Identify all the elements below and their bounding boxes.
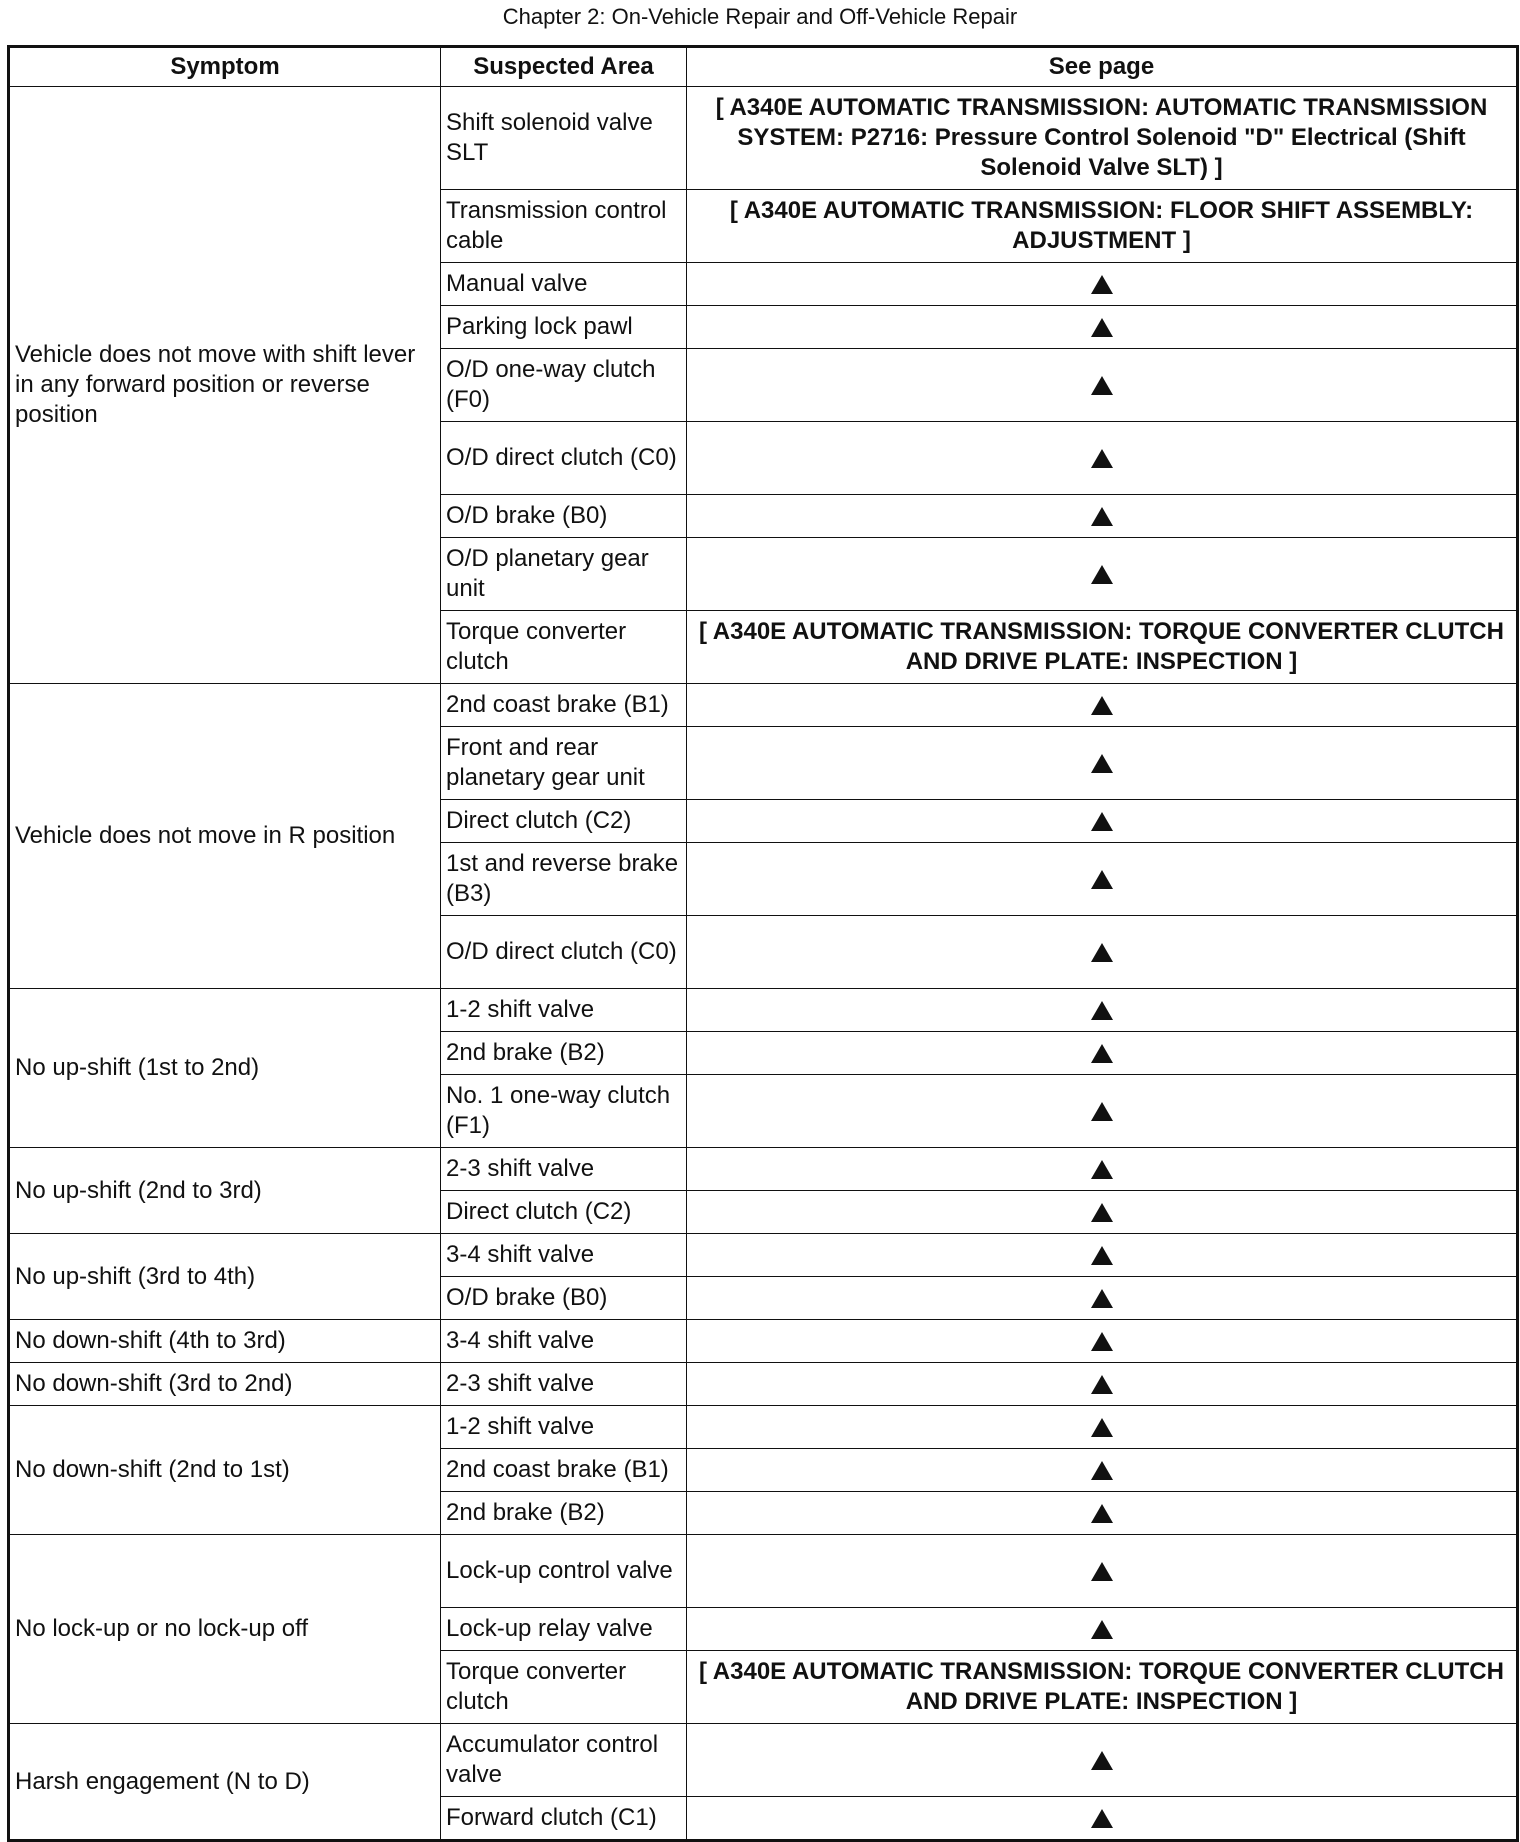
see-page-cell [687,1608,1518,1651]
see-page-cell [687,916,1518,989]
suspected-area-cell: O/D planetary gear unit [441,538,687,611]
see-page-cell [687,306,1518,349]
symptom-cell: No up-shift (2nd to 3rd) [9,1148,441,1234]
suspected-area-cell: Torque converter clutch [441,1651,687,1724]
suspected-area-cell: Lock-up relay valve [441,1608,687,1651]
symptom-cell: No down-shift (3rd to 2nd) [9,1363,441,1406]
table-row [9,1724,1518,1797]
triangle-icon [1091,1160,1113,1179]
see-page-cell [687,1320,1518,1363]
see-page-reference: [ A340E AUTOMATIC TRANSMISSION: FLOOR SHIFT ASSEMBLY: ADJUSTMENT ] [687,190,1518,263]
see-page-cell [687,1234,1518,1277]
triangle-icon [1091,1461,1113,1480]
triangle-icon [1091,812,1113,831]
suspected-area-cell: 2nd brake (B2) [441,1032,687,1075]
symptom-cell: Vehicle does not move with shift lever in any forward position or reverse position [9,87,441,684]
table-body [9,87,1518,1841]
suspected-area-cell: 3-4 shift valve [441,1320,687,1363]
see-page-cell [687,989,1518,1032]
column-header-suspected-area: Suspected Area [441,47,687,87]
triangle-icon [1091,1418,1113,1437]
suspected-area-cell: 1st and reverse brake (B3) [441,843,687,916]
suspected-area-cell: No. 1 one-way clutch (F1) [441,1075,687,1148]
suspected-area-cell: 3-4 shift valve [441,1234,687,1277]
see-page-cell [687,422,1518,495]
see-page-reference: [ A340E AUTOMATIC TRANSMISSION: AUTOMATIC TRANSMISSION SYSTEM: P2716: Pressure Control Solenoid "D" Electrical (Shift Solenoid Valve SLT) ] [687,87,1518,190]
table-row [9,1320,1518,1363]
column-header-symptom: Symptom [9,47,441,87]
triangle-icon [1091,1504,1113,1523]
triangle-icon [1091,1203,1113,1222]
symptom-cell: Vehicle does not move in R position [9,684,441,989]
symptom-table [7,45,1519,1842]
triangle-icon [1091,870,1113,889]
suspected-area-cell: 2-3 shift valve [441,1363,687,1406]
see-page-reference: [ A340E AUTOMATIC TRANSMISSION: TORQUE CONVERTER CLUTCH AND DRIVE PLATE: INSPECTION ] [687,611,1518,684]
table-row [9,1234,1518,1277]
see-page-cell [687,1535,1518,1608]
suspected-area-cell: 2-3 shift valve [441,1148,687,1191]
triangle-icon [1091,754,1113,773]
triangle-icon [1091,507,1113,526]
chapter-header: Chapter 2: On-Vehicle Repair and Off-Vehicle Repair [502,4,1018,29]
suspected-area-cell: O/D brake (B0) [441,495,687,538]
table-row [9,684,1518,727]
suspected-area-cell: 1-2 shift valve [441,1406,687,1449]
symptom-cell: No down-shift (4th to 3rd) [9,1320,441,1363]
suspected-area-cell: 2nd brake (B2) [441,1492,687,1535]
suspected-area-cell: 2nd coast brake (B1) [441,1449,687,1492]
triangle-icon [1091,1289,1113,1308]
triangle-icon [1091,275,1113,294]
triangle-icon [1091,1246,1113,1265]
see-page-cell [687,263,1518,306]
table-row [9,1148,1518,1191]
see-page-cell [687,495,1518,538]
see-page-reference: [ A340E AUTOMATIC TRANSMISSION: TORQUE CONVERTER CLUTCH AND DRIVE PLATE: INSPECTION ] [687,1651,1518,1724]
suspected-area-cell: Front and rear planetary gear unit [441,727,687,800]
triangle-icon [1091,565,1113,584]
suspected-area-cell: Transmission control cable [441,190,687,263]
see-page-cell [687,1148,1518,1191]
see-page-cell [687,1277,1518,1320]
see-page-cell [687,684,1518,727]
triangle-icon [1091,1809,1113,1828]
column-header-see-page: See page [687,47,1518,87]
table-row [9,1363,1518,1406]
triangle-icon [1091,376,1113,395]
table-header [9,47,1518,87]
triangle-icon [1091,1751,1113,1770]
symptom-cell: No up-shift (3rd to 4th) [9,1234,441,1320]
suspected-area-cell: 2nd coast brake (B1) [441,684,687,727]
triangle-icon [1091,1375,1113,1394]
see-page-cell [687,1075,1518,1148]
symptom-cell: No up-shift (1st to 2nd) [9,989,441,1148]
suspected-area-cell: Torque converter clutch [441,611,687,684]
suspected-area-cell: Direct clutch (C2) [441,1191,687,1234]
triangle-icon [1091,1001,1113,1020]
triangle-icon [1091,1102,1113,1121]
see-page-cell [687,1363,1518,1406]
triangle-icon [1091,943,1113,962]
see-page-cell [687,800,1518,843]
table-row [9,989,1518,1032]
triangle-icon [1091,449,1113,468]
header-row [9,47,1518,87]
suspected-area-cell: Lock-up control valve [441,1535,687,1608]
see-page-cell [687,349,1518,422]
see-page-cell [687,1449,1518,1492]
symptom-cell: No lock-up or no lock-up off [9,1535,441,1724]
suspected-area-cell: Accumulator control valve [441,1724,687,1797]
suspected-area-cell: Direct clutch (C2) [441,800,687,843]
triangle-icon [1091,696,1113,715]
suspected-area-cell: O/D direct clutch (C0) [441,422,687,495]
suspected-area-cell: Forward clutch (C1) [441,1797,687,1841]
suspected-area-cell: O/D direct clutch (C0) [441,916,687,989]
see-page-cell [687,843,1518,916]
triangle-icon [1091,1562,1113,1581]
symptom-cell: Harsh engagement (N to D) [9,1724,441,1841]
see-page-cell [687,1032,1518,1075]
suspected-area-cell: 1-2 shift valve [441,989,687,1032]
triangle-icon [1091,1620,1113,1639]
see-page-cell [687,1406,1518,1449]
see-page-cell [687,538,1518,611]
see-page-cell [687,1797,1518,1841]
table-row [9,87,1518,190]
triangle-icon [1091,1332,1113,1351]
see-page-cell [687,727,1518,800]
suspected-area-cell: O/D brake (B0) [441,1277,687,1320]
suspected-area-cell: Shift solenoid valve SLT [441,87,687,190]
table-row [9,1535,1518,1608]
see-page-cell [687,1191,1518,1234]
see-page-cell [687,1492,1518,1535]
triangle-icon [1091,1044,1113,1063]
table-row [9,1406,1518,1449]
see-page-cell [687,1724,1518,1797]
symptom-cell: No down-shift (2nd to 1st) [9,1406,441,1535]
suspected-area-cell: O/D one-way clutch (F0) [441,349,687,422]
suspected-area-cell: Manual valve [441,263,687,306]
triangle-icon [1091,318,1113,337]
suspected-area-cell: Parking lock pawl [441,306,687,349]
